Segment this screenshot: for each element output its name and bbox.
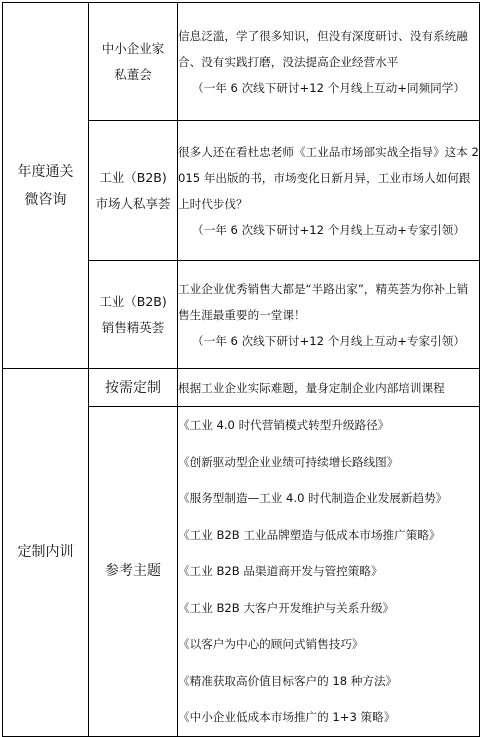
description-note: （一年 6 次线下研讨+12 个月线上互动+同频同学） [192,80,465,95]
program-name [89,3,178,121]
program-name [89,261,178,369]
list-item: 《工业 B2B 工业品牌塑造与低成本市场推广策略》 [178,527,441,542]
list-item: 《精准获取高价值目标客户的 18 种方法》 [178,673,398,688]
program-description [178,121,480,261]
program-description [178,3,480,121]
description-text: 信息泛滥，学了很多知识，但没有深度研讨、没有系统融合、没有实践打磨，没法提高企业经营水平 [178,28,468,69]
table-row [3,369,480,407]
program-name-line: 销售精英荟 [101,319,165,335]
list-item: 《以客户为中心的顾问式销售技巧》 [178,637,364,651]
topic-list [178,407,480,737]
list-item: 《中小企业低成本市场推广的 1+3 策略》 [178,710,396,724]
program-name: 参考主题 [89,407,178,737]
program-description: 根据工业企业实际难题，量身定制企业内部培训课程 [178,369,480,407]
description-text: 工业企业优秀销售大都是“半路出家”，精英荟为你补上销售生涯最重要的一堂课！ [178,281,469,322]
program-description [178,261,480,369]
description-text: 很多人还在看杜忠老师《工业品市场部实战全指导》这本 2015 年出版的书，市场变化日新月异，工业市场人如何跟上时代步伐？ [178,144,479,211]
list-item: 《工业 B2B 品渠道商开发与管控策略》 [178,564,383,578]
description-note: （一年 6 次线下研讨+12 个月线上互动+专家引领） [192,333,465,348]
program-name-line: 工业（B2B) [99,293,167,309]
category-custom: 定制内训 [3,369,89,737]
service-table [2,2,480,737]
list-item: 《服务型制造—工业 4.0 时代制造企业发展新趋势》 [178,491,448,505]
category-annual [3,3,89,369]
program-name-line: 市场人私享荟 [95,195,171,211]
program-name-line: 工业（B2B) [99,169,167,185]
list-item: 《创新驱动型企业业绩可持续增长路线图》 [178,454,399,469]
program-name [89,121,178,261]
category-label-line: 年度通关 [17,163,74,180]
list-item: 《工业 B2B 大客户开发维护与关系升级》 [178,600,395,615]
description-note: （一年 6 次线下研讨+12 个月线上互动+专家引领） [192,222,465,237]
category-label-line: 微咨询 [24,191,67,208]
table-row [3,3,480,121]
program-name-line: 中小企业家 [101,40,165,56]
list-item: 《工业 4.0 时代营销模式转型升级路径》 [178,418,390,432]
program-name: 按需定制 [89,369,178,407]
program-name-line: 私董会 [114,66,152,82]
